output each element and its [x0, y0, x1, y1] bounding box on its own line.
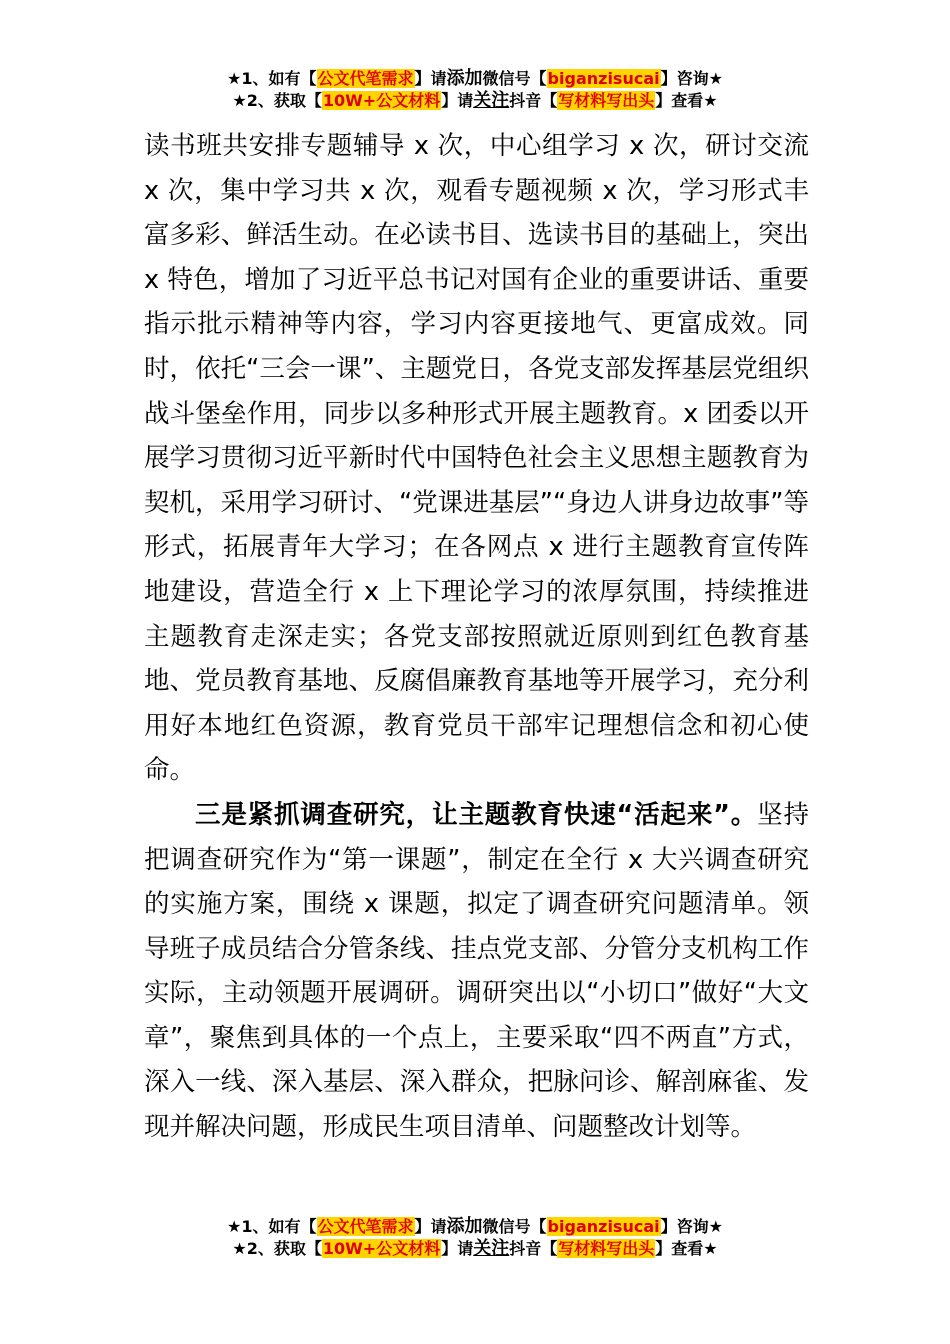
star-icon: ★ — [227, 1217, 242, 1236]
banner-text: 】请 — [414, 69, 447, 88]
highlight-service: 公文代笔需求 — [317, 1217, 414, 1236]
banner-text: 抖音【 — [509, 1239, 558, 1258]
banner-line-2 — [0, 90, 950, 112]
highlight-service: 公文代笔需求 — [317, 69, 414, 88]
banner-text: 】请 — [441, 1239, 474, 1258]
banner-text: 抖音【 — [509, 91, 558, 110]
banner-text: 2、获取【 — [246, 91, 322, 110]
highlight-materials: 10W+公文材料 — [322, 91, 441, 110]
banner-text: 微信号【 — [482, 1217, 547, 1236]
highlight-wechat-id: biganzisucai — [547, 1217, 660, 1236]
banner-text: 】咨询★ — [660, 1217, 723, 1236]
highlight-materials: 10W+公文材料 — [322, 1239, 441, 1258]
banner-text: 1、如有【 — [241, 69, 317, 88]
banner-text: 】咨询★ — [660, 69, 723, 88]
banner-text: 】请 — [441, 91, 474, 110]
paragraph-study: 读书班共安排专题辅导 x 次，中心组学习 x 次，研讨交流 x 次，集中学习共 x 次，观看专题视频 x 次，学习形式丰富多彩、鲜活生动。在必读书目、选读书目的基础上，突出 x 特色，增加了习近平总书记对国有企业的重要讲话、重要指示批示精神等内容，学习内容更接地气、更富成效。同时，依托“三会一课”、主题党日，各党支部发挥基层党组织战斗堡垒作用，同步以多种形式开展主题教育。x 团委以开展学习贯彻习近平新时代中国特色社会主义思想主题教育为契机，采用学习研讨、“党课进基层”“身边人讲身边故事”等形式，拓展青年大学习；在各网点 x 进行主题教育宣传阵地建设，营造全行 x 上下理论学习的浓厚氛围，持续推进主题教育走深走实；各党支部按照就近原则到红色教育基地、党员教育基地、反腐倡廉教育基地等开展学习，充分利用好本地红色资源，教育党员干部牢记理想信念和初心使命。 — [144, 131, 809, 786]
banner-text: 微信号【 — [482, 69, 547, 88]
highlight-wechat-id: biganzisucai — [547, 69, 660, 88]
banner-emphasis: 添加 — [446, 68, 483, 89]
document-body — [144, 124, 809, 1150]
star-icon: ★ — [232, 91, 247, 110]
banner-emphasis: 添加 — [446, 1216, 483, 1237]
banner-emphasis: 关注 — [473, 90, 510, 111]
footer-banner — [0, 1216, 950, 1260]
highlight-douyin-account: 写材料写出头 — [558, 1239, 655, 1258]
banner-text: 】请 — [414, 1217, 447, 1236]
paragraph-lead-heading: 三是紧抓调查研究，让主题教育快速“活起来”。 — [195, 799, 758, 830]
star-icon: ★ — [232, 1239, 247, 1258]
banner-text: 】查看★ — [655, 91, 718, 110]
banner-emphasis: 关注 — [473, 1238, 510, 1259]
star-icon: ★ — [227, 69, 242, 88]
banner-line-1 — [0, 1216, 950, 1238]
banner-text: 2、获取【 — [246, 1239, 322, 1258]
banner-text: 1、如有【 — [241, 1217, 317, 1236]
highlight-douyin-account: 写材料写出头 — [558, 91, 655, 110]
paragraph-research — [144, 793, 809, 1150]
banner-line-1 — [0, 68, 950, 90]
paragraph-text: 坚持把调查研究作为“第一课题”，制定在全行 x 大兴调查研究的实施方案，围绕 x 课题，拟定了调查研究问题清单。领导班子成员结合分管条线、挂点党支部、分管分支机构工作实际，主动领题开展调研。调研突出以“小切口”做好“大文章”，聚焦到具体的一个点上，主要采取“四不两直”方式，深入一线、深入基层、深入群众，把脉问诊、解剖麻雀、发现并解决问题，形成民生项目清单、问题整改计划等。 — [144, 799, 809, 1143]
banner-line-2 — [0, 1238, 950, 1260]
header-banner — [0, 68, 950, 112]
banner-text: 】查看★ — [655, 1239, 718, 1258]
